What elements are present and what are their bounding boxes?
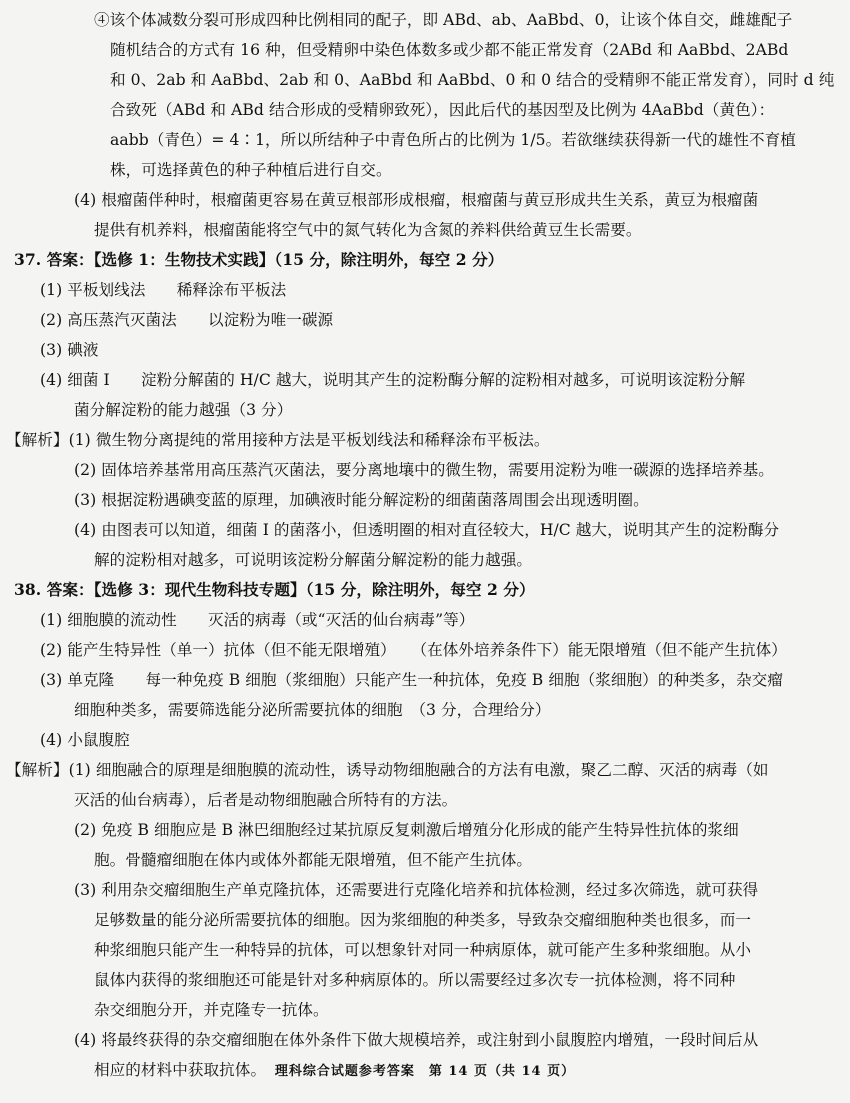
text-line: 相应的材料中获取抗体。	[94, 1061, 267, 1079]
text-line: (1) 细胞膜的流动性 灭活的病毒（或“灭活的仙台病毒”等）	[40, 611, 475, 629]
text-line: 菌分解淀粉的能力越强（3 分）	[74, 401, 293, 419]
text-line: (4) 由图表可以知道，细菌 Ⅰ 的菌落小，但透明圈的相对直径较大，H/C 越大，说明其产生的淀粉酶分	[74, 521, 780, 539]
text-line: (4) 小鼠腹腔	[40, 731, 130, 749]
text-line: (3) 利用杂交瘤细胞生产单克隆抗体，还需要进行克隆化培养和抗体检测，经过多次筛选，就可获得	[74, 881, 759, 899]
text-line: 合致死（ABd 和 ABd 结合形成的受精卵致死），因此后代的基因型及比例为 4AaBbd（黄色）：	[110, 101, 775, 119]
text-line: 解的淀粉相对越多，可说明该淀粉分解菌分解淀粉的能力越强。	[94, 551, 533, 569]
text-line: 随机结合的方式有 16 种，但受精卵中染色体数多或少都不能正常发育（2ABd 和 AaBbd、2ABd	[110, 41, 789, 59]
analysis-line: 【解析】(1) 微生物分离提纯的常用接种方法是平板划线法和稀释涂布平板法。	[6, 431, 550, 449]
text-line: 种浆细胞只能产生一种特异的抗体，可以想象针对同一种病原体，就可能产生多种浆细胞。从小	[94, 941, 752, 959]
text-line: 细胞种类多，需要筛选能分泌所需要抗体的细胞 （3 分，合理给分）	[74, 701, 551, 719]
text-line: (4) 根瘤菌伴种时，根瘤菌更容易在黄豆根部形成根瘤，根瘤菌与黄豆形成共生关系，黄豆为根瘤菌	[74, 191, 759, 209]
text-line: 鼠体内获得的浆细胞还可能是针对多种病原体的。所以需要经过多次专一抗体检测，将不同种	[94, 971, 736, 989]
text-line: (2) 能产生特异性（单一）抗体（但不能无限增殖） （在体外培养条件下）能无限增殖（但不能产生抗体）	[40, 641, 787, 659]
text-line: (2) 固体培养基常用高压蒸汽灭菌法，要分离地壤中的微生物，需要用淀粉为唯一碳源的选择培养基。	[74, 461, 774, 479]
text-line: (4) 将最终获得的杂交瘤细胞在体外条件下做大规模培养，或注射到小鼠腹腔内增殖，一段时间后从	[74, 1031, 759, 1049]
page-footer: 理科综合试题参考答案 第 14 页（共 14 页）	[274, 1064, 576, 1079]
text-line: 灭活的仙台病毒），后者是动物细胞融合所特有的方法。	[74, 791, 458, 809]
text-line: (2) 高压蒸汽灭菌法 以淀粉为唯一碳源	[40, 311, 334, 329]
text-line: 胞。骨髓瘤细胞在体内或体外都能无限增殖，但不能产生抗体。	[94, 851, 533, 869]
analysis-line: 【解析】(1) 细胞融合的原理是细胞膜的流动性，诱导动物细胞融合的方法有电激，聚乙二醇、灭活的病毒（如	[6, 761, 769, 779]
text-line: (3) 根据淀粉遇碘变蓝的原理，加碘液时能分解淀粉的细菌菌落周围会出现透明圈。	[74, 491, 649, 509]
answer-heading-38: 38. 答案：【选修 3：现代生物科技专题】（15 分，除注明外，每空 2 分）	[14, 580, 535, 599]
answer-heading-37: 37. 答案：【选修 1：生物技术实践】（15 分，除注明外，每空 2 分）	[14, 250, 504, 269]
text-line: 足够数量的能分泌所需要抗体的细胞。因为浆细胞的种类多，导致杂交瘤细胞种类也很多，而一	[94, 911, 752, 929]
text-line: (3) 碘液	[40, 341, 99, 359]
text-line: 杂交细胞分开，并克隆专一抗体。	[94, 1001, 329, 1019]
text-line: (1) 平板划线法 稀释涂布平板法	[40, 281, 287, 299]
text-line: 提供有机养料，根瘤菌能将空气中的氮气转化为含氮的养料供给黄豆生长需要。	[94, 221, 642, 239]
text-line: (4) 细菌 Ⅰ 淀粉分解菌的 H/C 越大，说明其产生的淀粉酶分解的淀粉相对越多，可说明该淀粉分解	[40, 371, 746, 389]
text-line: ④该个体减数分裂可形成四种比例相同的配子，即 ABd、ab、AaBbd、0，让该个体自交，雌雄配子	[94, 11, 793, 29]
text-line: 和 0、2ab 和 AaBbd、2ab 和 0、AaBbd 和 AaBbd、0 和 0 结合的受精卵不能正常发育），同时 d 纯	[110, 71, 835, 89]
text-line: (3) 单克隆 每一种免疫 B 细胞（浆细胞）只能产生一种抗体，免疫 B 细胞（浆细胞）的种类多，杂交瘤	[40, 671, 783, 689]
text-line: aabb（青色）= 4∶1，所以所结种子中青色所占的比例为 1/5。若欲继续获得新一代的雄性不育植	[110, 131, 796, 149]
text-line: (2) 免疫 B 细胞应是 B 淋巴细胞经过某抗原反复刺激后增殖分化形成的能产生特异性抗体的浆细	[74, 821, 739, 839]
text-line: 株，可选择黄色的种子种植后进行自交。	[110, 161, 392, 179]
